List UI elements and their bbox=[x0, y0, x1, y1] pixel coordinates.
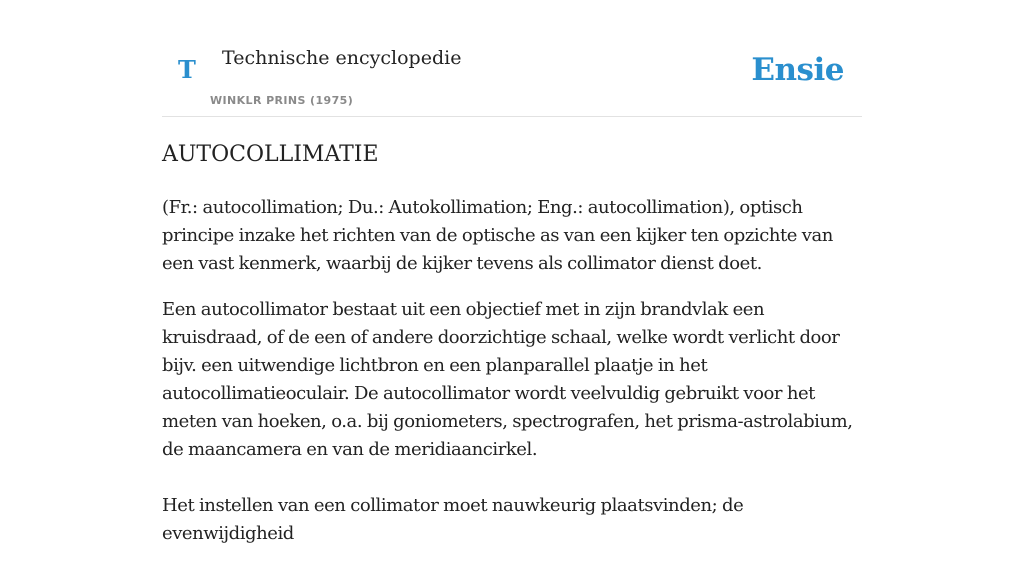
article-paragraph: Een autocollimator bestaat uit een objectief met in zijn brandvlak een kruisdraad, of de een of andere doorzichtige schaal, welke wordt verlicht door bijv. een uitwendige lichtbron en een planparallel plaatje in het autocollimatieoculair. De autocollimator wordt veelvuldig gebruikt voor het meten van hoeken, o.a. bij goniometers, spectrografen, het prisma-astrolabium, de maancamera en van de meridiaancirkel. bbox=[162, 299, 853, 460]
site-header bbox=[162, 0, 862, 117]
article-paragraph: (Fr.: autocollimation; Du.: Autokollimation; Eng.: autocollimation), optisch principe inzake het richten van de optische as van een kijker ten opzichte van een vast kenmerk, waarbij de kijker tevens als collimator dienst doet. bbox=[162, 197, 833, 274]
article-title: AUTOCOLLIMATIE bbox=[162, 142, 379, 167]
brand-logo[interactable]: Ensie bbox=[751, 52, 844, 88]
site-logo[interactable]: T bbox=[178, 55, 196, 84]
article bbox=[162, 138, 862, 566]
article-paragraph: Het instellen van een collimator moet nauwkeurig plaatsvinden; de evenwijdigheid bbox=[162, 495, 744, 544]
site-subtitle: WINKLR PRINS (1975) bbox=[210, 94, 354, 107]
site-title[interactable]: Technische encyclopedie bbox=[222, 47, 462, 69]
